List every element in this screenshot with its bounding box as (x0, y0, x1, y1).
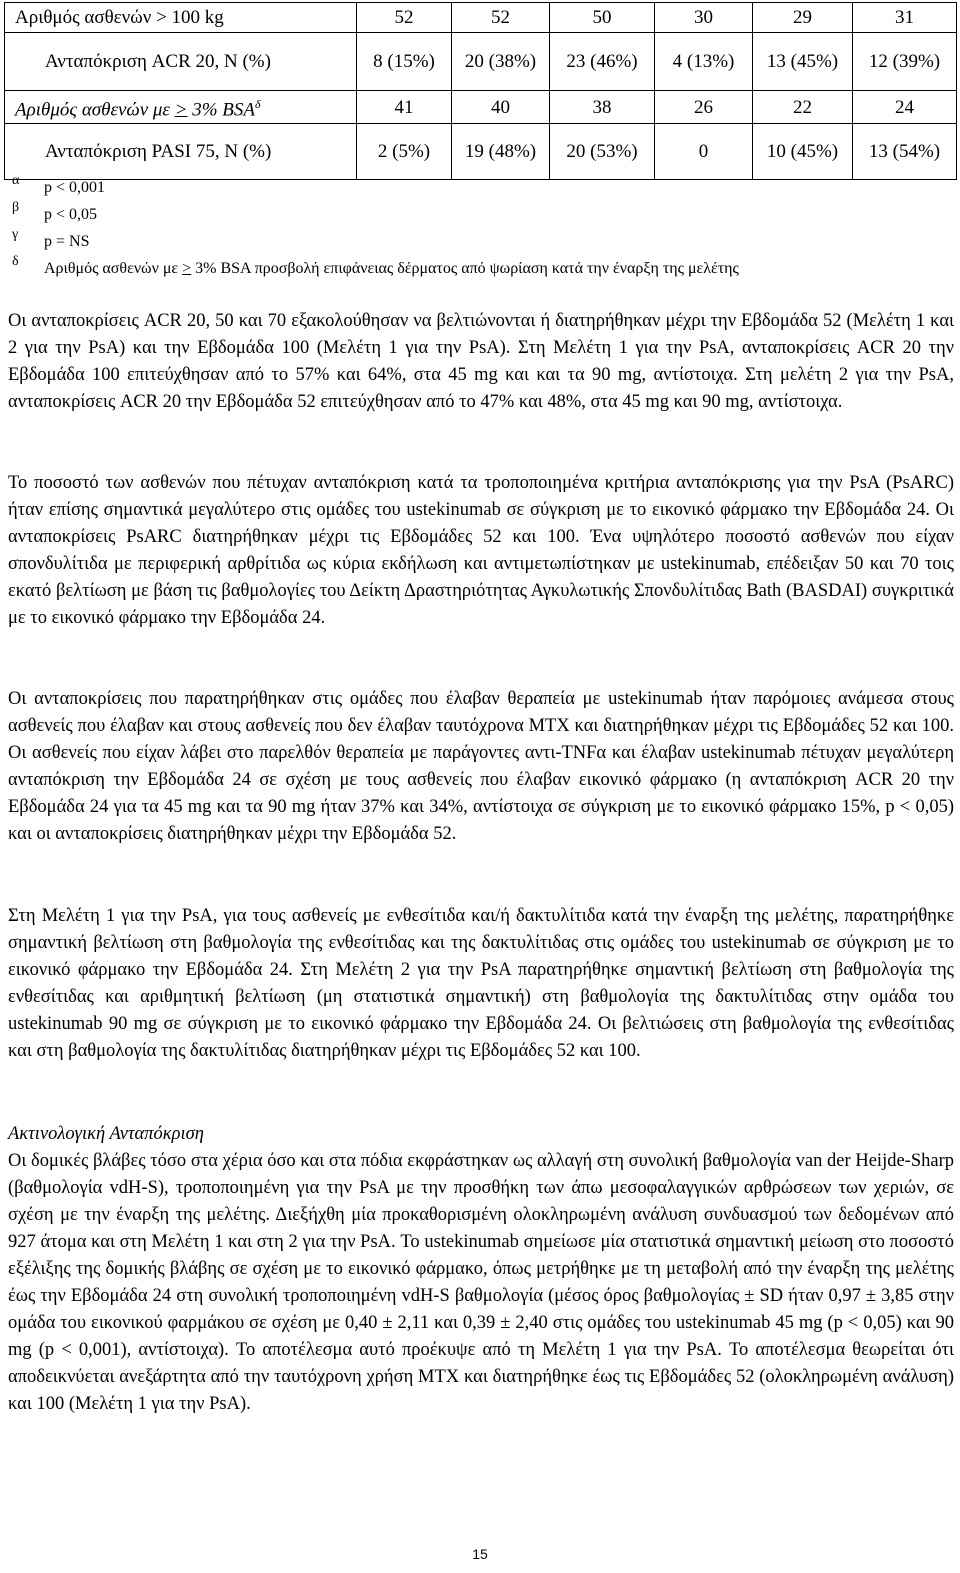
label-text: Αριθμός ασθενών με (15, 99, 175, 121)
footnote-mark: β (12, 200, 20, 215)
table-cell: 29 (753, 3, 853, 33)
table-cell: 52 (357, 3, 452, 33)
table-cell: 10 (45%) (753, 124, 853, 180)
footnote-text: p = NS (44, 233, 90, 250)
table-row (5, 91, 957, 124)
table-cell: 13 (54%) (853, 124, 957, 180)
table-cell: 0 (655, 124, 753, 180)
section-heading: Ακτινολογική Ανταπόκριση (8, 1124, 204, 1144)
table-cell: 12 (39%) (853, 33, 957, 91)
table-cell: 8 (15%) (357, 33, 452, 91)
table-row (5, 124, 957, 180)
results-table (4, 2, 957, 180)
page-number: 15 (472, 1546, 488, 1562)
table-cell: 38 (550, 91, 655, 124)
table-cell: 19 (48%) (452, 124, 550, 180)
footnote-text: p < 0,05 (44, 206, 98, 223)
table-cell: 50 (550, 3, 655, 33)
table-cell: 2 (5%) (357, 124, 452, 180)
table-cell: 31 (853, 3, 957, 33)
footnote-text (44, 255, 739, 282)
label-text: 3% BSA (187, 99, 256, 121)
row-label: Αριθμός ασθενών > 100 kg (5, 3, 357, 33)
table-row (5, 33, 957, 91)
table-cell: 26 (655, 91, 753, 124)
table-cell: 20 (38%) (452, 33, 550, 91)
row-label: Ανταπόκριση PASI 75, N (%) (5, 124, 357, 180)
footnote-text: p < 0,001 (44, 179, 106, 196)
paragraph-psarc: Το ποσοστό των ασθενών που πέτυχαν ανταπόκριση κατά τα τροποποιημένα κριτήρια ανταπόκρισης για την PsA (PsARC) ήταν επίσης σημαντικά μεγαλύτερο στις ομάδες του ustekinumab σε σύγκριση με το εικονικό φάρμακο την Εβδομάδα 24. Οι ανταποκρίσεις PsARC διατηρήθηκαν μέχρι τις Εβδομάδες 52 και 100. Ένα υψηλότερο ποσοστό ασθενών που είχαν σπονδυλίτιδα με περιφερική αρθρίτιδα ως κύρια εκδήλωση και αντιμετωπίστηκαν με ustekinumab, επέδειξαν 50 και 70 τοις εκατό βελτίωση με βάση τις βαθμολογίες του Δείκτη Δραστηριότητας Αγκυλωτικής Σπονδυλίτιδας Bath (BASDAI) συγκριτικά με το εικονικό φάρμακο την Εβδομάδα 24. (8, 473, 954, 628)
table-cell: 20 (53%) (550, 124, 655, 180)
paragraph-acr-responses: Οι ανταποκρίσεις ACR 20, 50 και 70 εξακολούθησαν να βελτιώνονται ή διατηρήθηκαν μέχρι την Εβδομάδα 52 (Μελέτη 1 και 2 για την PsA) και την Εβδομάδα 100 (Μελέτη 1 για την PsA). Στη Μελέτη 1 για την PsA, ανταποκρίσεις ACR 20 την Εβδομάδα 100 επιτεύχθησαν από το 57% και 64%, στα 45 mg και και τα 90 mg, αντίστοιχα. Στη μελέτη 2 για την PsA, ανταποκρίσεις ACR 20 την Εβδομάδα 52 επιτεύχθησαν από το 47% και 48%, στα 45 mg και 90 mg, αντίστοιχα. (8, 311, 954, 412)
table-cell: 41 (357, 91, 452, 124)
table-cell: 22 (753, 91, 853, 124)
table-cell: 4 (13%) (655, 33, 753, 91)
paragraph-enthesitis: Στη Μελέτη 1 για την PsA, για τους ασθενείς με ενθεσίτιδα και/ή δακτυλίτιδα κατά την έναρξη της μελέτης, παρατηρήθηκε σημαντική βελτίωση στη βαθμολογία της ενθεσίτιδας και της δακτυλίτιδας στις ομάδες του ustekinumab σε σύγκριση με το εικονικό φάρμακο την Εβδομάδα 24. Στη Μελέτη 2 για την PsA παρατηρήθηκε σημαντική βελτίωση στη βαθμολογία της ενθεσίτιδας και αριθμητική βελτίωση (μη στατιστικά σημαντική) στη βαθμολογία της δακτυλίτιδας στην ομάδα του ustekinumab 90 mg σε σύγκριση με το εικονικό φάρμακο την Εβδομάδα 24. Οι βελτιώσεις στη βαθμολογία της ενθεσίτιδας και στη βαθμολογία της δακτυλίτιδας διατηρήθηκαν μέχρι τις Εβδομάδες 52 και 100. (8, 906, 954, 1061)
table-cell: 40 (452, 91, 550, 124)
paragraph-mtx-tnf: Οι ανταποκρίσεις που παρατηρήθηκαν στις ομάδες που έλαβαν θεραπεία με ustekinumab ήταν παρόμοιες ανάμεσα στους ασθενείς που έλαβαν και στους ασθενείς που δεν έλαβαν ταυτόχρονα MTX και διατηρήθηκαν μέχρι τις Εβδομάδες 52 και 100. Οι ασθενείς που είχαν λάβει στο παρελθόν θεραπεία με παράγοντες αντι-TNFα και έλαβαν ustekinumab πέτυχαν μεγαλύτερη ανταπόκριση την Εβδομάδα 24 σε σχέση με τους ασθενείς που έλαβαν εικονικό φάρμακο (η ανταπόκριση ACR 20 την Εβδομάδα 24 για τα 45 mg και τα 90 mg ήταν 37% και 34%, αντίστοιχα σε σύγκριση με το εικονικό φάρμακο 15%, p < 0,05) και οι ανταποκρίσεις διατηρήθηκαν μέχρι την Εβδομάδα 52. (8, 689, 954, 844)
footnote-text-part: Αριθμός ασθενών με (44, 260, 183, 277)
row-label (5, 91, 357, 124)
footnote-mark: δ (12, 254, 19, 269)
footnote-mark: γ (12, 227, 19, 242)
greater-equal-symbol: > (182, 260, 192, 277)
table-cell: 24 (853, 91, 957, 124)
table-row (5, 3, 957, 33)
paragraph-radiographic: Οι δομικές βλάβες τόσο στα χέρια όσο και στα πόδια εκφράστηκαν ως αλλαγή στη συνολική βαθμολογία van der Heijde-Sharp (βαθμολογία vdH-S), τροποποιημένη για την PsA με την προσθήκη των άπω μεσοφαλαγγικών αρθρώσεων των χεριών, σε σχέση με την έναρξη της μελέτης. Διεξήχθη μία προκαθορισμένη ολοκληρωμένη ανάλυση συνδυασμού των δεδομένων από 927 άτομα και στη Μελέτη 1 και στη 2 για την PsA. Το ustekinumab σημείωσε μία στατιστικά σημαντική μείωση στο ποσοστό εξέλιξης της δομικής βλάβης σε σχέση με το εικονικό φάρμακο, όπως μετρήθηκε με τη μεταβολή από την έναρξη της μελέτης έως την Εβδομάδα 24 στη συνολική τροποποιημένη vdH-S βαθμολογία (μέσος όρος βαθμολογίας ± SD ήταν 0,97 ± 3,85 στην ομάδα του εικονικού φαρμάκου σε σχέση με 0,40 ± 2,11 και 0,39 ± 2,40 στις ομάδες του ustekinumab 45 mg (p < 0,05) και 90 mg (p < 0,001), αντίστοιχα). Το αποτέλεσμα αυτό προέκυψε από τη Μελέτη 1 για την PsA. Το αποτέλεσμα θεωρείται ότι αποδεικνύεται ανεξάρτητα από την ταυτόχρονη χρήση MTX και διατηρήθηκε έως τις Εβδομάδες 52 (ολοκληρωμένη ανάλυση) και 100 (Μελέτη 1 για την PsA). (8, 1151, 954, 1414)
greater-equal-symbol: > (174, 99, 188, 121)
footnote-ref: δ (255, 97, 261, 111)
table-cell: 30 (655, 3, 753, 33)
footnote-mark: α (12, 173, 20, 188)
row-label: Ανταπόκριση ACR 20, N (%) (5, 33, 357, 91)
table-cell: 23 (46%) (550, 33, 655, 91)
table-cell: 52 (452, 3, 550, 33)
table-cell: 13 (45%) (753, 33, 853, 91)
footnote-text-part: 3% BSA προσβολή επιφάνειας δέρματος από ψωρίαση κατά την έναρξη της μελέτης (191, 260, 739, 277)
